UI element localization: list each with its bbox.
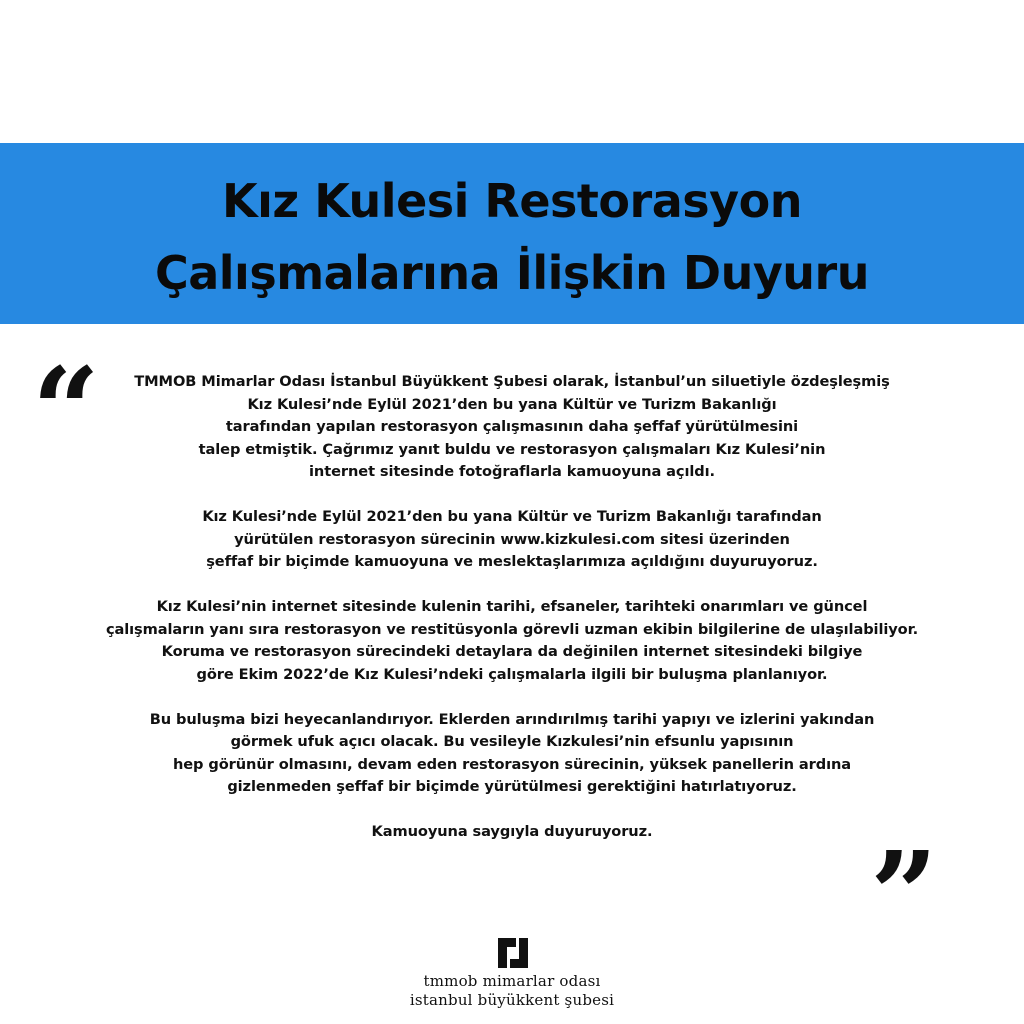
bracket-logo-icon [496, 936, 530, 970]
org-name-line2: istanbul büyükkent şubesi [409, 991, 615, 1009]
paragraph-1 [60, 371, 964, 484]
text-line: talep etmiştik. Çağrımız yanıt buldu ve restorasyon çalışmaları Kız Kulesi’nin [198, 440, 826, 458]
text-line: gizlenmeden şeffaf bir biçimde yürütülmesi gerektiğini hatırlatıyoruz. [227, 778, 797, 795]
text-line: göre Ekim 2022’de Kız Kulesi’ndeki çalışmalarla ilgili bir buluşma planlanıyor. [196, 665, 828, 683]
paragraph-2 [60, 506, 964, 574]
open-quote-icon: “ [32, 341, 100, 480]
text-line: tarafından yapılan restorasyon çalışmasının daha şeffaf yürütülmesini [225, 418, 799, 435]
paragraph-5 [60, 821, 964, 844]
paragraph-4 [60, 709, 964, 799]
text-line: yürütülen restorasyon sürecinin www.kizkulesi.com sitesi üzerinden [234, 530, 790, 548]
text-line: görmek ufuk açıcı olacak. Bu vesileyle Kızkulesi’nin efsunlu yapısının [230, 733, 794, 750]
text-line: Kız Kulesi’nin internet sitesinde kulenin tarihi, efsaneler, tarihteki onarımları ve güncel [156, 598, 868, 615]
text-line: TMMOB Mimarlar Odası İstanbul Büyükkent Şubesi olarak, İstanbul’un siluetiyle özdeşleşmiş [134, 373, 890, 390]
org-name-line1: tmmob mimarlar odası [423, 972, 601, 990]
text-line: şeffaf bir biçimde kamuoyuna ve meslektaşlarımıza açıldığını duyuruyoruz. [206, 553, 818, 570]
page-title-line2: Çalışmalarına İlişkin Duyuru [154, 246, 869, 300]
close-quote-icon: ” [870, 825, 938, 964]
text-line: Kız Kulesi’nde Eylül 2021’den bu yana Kültür ve Turizm Bakanlığı tarafından [202, 508, 822, 525]
text-line: Koruma ve restorasyon sürecindeki detaylara da değinilen internet sitesindeki bilgiye [161, 643, 863, 660]
text-line: internet sitesinde fotoğraflarla kamuoyuna açıldı. [309, 463, 715, 480]
text-line: hep görünür olmasını, devam eden restorasyon sürecinin, yüksek panellerin ardına [172, 755, 852, 773]
page-title-line1: Kız Kulesi Restorasyon [222, 174, 802, 228]
text-line: Bu buluşma bizi heyecanlandırıyor. Eklerden arındırılmış tarihi yapıyı ve izlerini yakından [149, 710, 875, 728]
paragraph-3 [60, 596, 964, 686]
text-line: Kız Kulesi’nde Eylül 2021’den bu yana Kültür ve Turizm Bakanlığı [247, 395, 777, 413]
announcement-body [60, 371, 964, 866]
closing-line: Kamuoyuna saygıyla duyuruyoruz. [371, 823, 653, 840]
text-line: çalışmaların yanı sıra restorasyon ve restitüsyonla görevli uzman ekibin bilgilerine de ulaşılabiliyor. [105, 620, 919, 638]
